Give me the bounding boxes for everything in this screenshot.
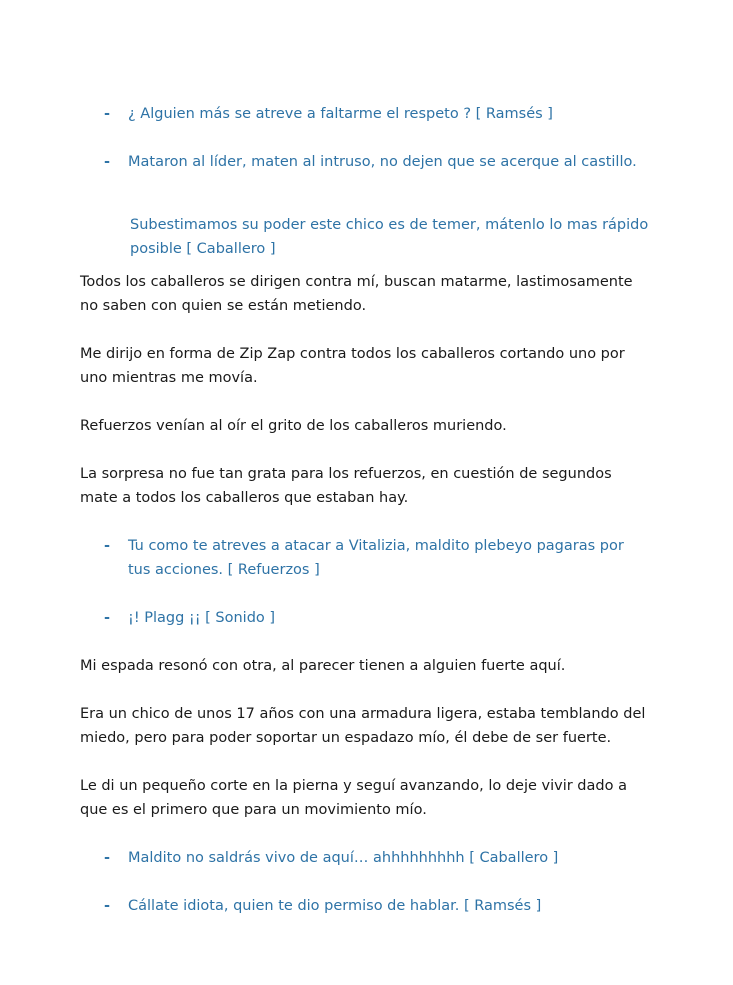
dialogue-text: ¡! Plagg ¡¡ [ Sonido ] — [128, 610, 276, 626]
dialogue-line — [104, 894, 644, 918]
dialogue-line — [104, 150, 644, 174]
dialogue-dash: - — [104, 610, 111, 626]
dialogue-dash: - — [104, 850, 111, 866]
narrative-paragraph: Era un chico de unos 17 años con una armadura ligera, estaba temblando del miedo, pero para poder soportar un espadazo mío, él debe de ser fuerte. — [80, 706, 646, 746]
dialogue-dash: - — [104, 154, 111, 170]
dialogue-line — [104, 102, 644, 126]
narrative-paragraph: Me dirijo en forma de Zip Zap contra todos los caballeros cortando uno por uno mientras me movía. — [80, 346, 625, 386]
dialogue-text: ¿ Alguien más se atreve a faltarme el respeto ? [ Ramsés ] — [128, 106, 553, 122]
dialogue-dash: - — [104, 898, 111, 914]
narrative-paragraph: La sorpresa no fue tan grata para los refuerzos, en cuestión de segundos mate a todos los caballeros que estaban hay. — [80, 466, 612, 506]
dialogue-dash: - — [104, 106, 111, 122]
narrative-paragraph: Todos los caballeros se dirigen contra mí, buscan matarme, lastimosamente no saben con quien se están metiendo. — [80, 274, 633, 314]
dialogue-text: Mataron al líder, maten al intruso, no dejen que se acerque al castillo. — [128, 154, 637, 170]
narrative-paragraph: Refuerzos venían al oír el grito de los caballeros muriendo. — [80, 418, 507, 434]
narrative-paragraph: Le di un pequeño corte en la pierna y seguí avanzando, lo deje vivir dado a que es el primero que para un movimiento mío. — [80, 778, 627, 818]
dialogue-text: Maldito no saldrás vivo de aquí… ahhhhhhhhh [ Caballero ] — [128, 850, 559, 866]
dialogue-line — [104, 606, 644, 630]
dialogue-line — [104, 534, 644, 582]
dialogue-text: Tu como te atreves a atacar a Vitalizia, maldito plebeyo pagaras por tus acciones. [ Refuerzos ] — [128, 538, 624, 578]
dialogue-continuation: Subestimamos su poder este chico es de temer, mátenlo lo mas rápido posible [ Caballero ] — [130, 216, 649, 257]
dialogue-line — [104, 846, 644, 870]
narrative-paragraph: Mi espada resonó con otra, al parecer tienen a alguien fuerte aquí. — [80, 658, 566, 674]
dialogue-text: Cállate idiota, quien te dio permiso de hablar. [ Ramsés ] — [128, 898, 542, 914]
dialogue-dash: - — [104, 538, 111, 554]
